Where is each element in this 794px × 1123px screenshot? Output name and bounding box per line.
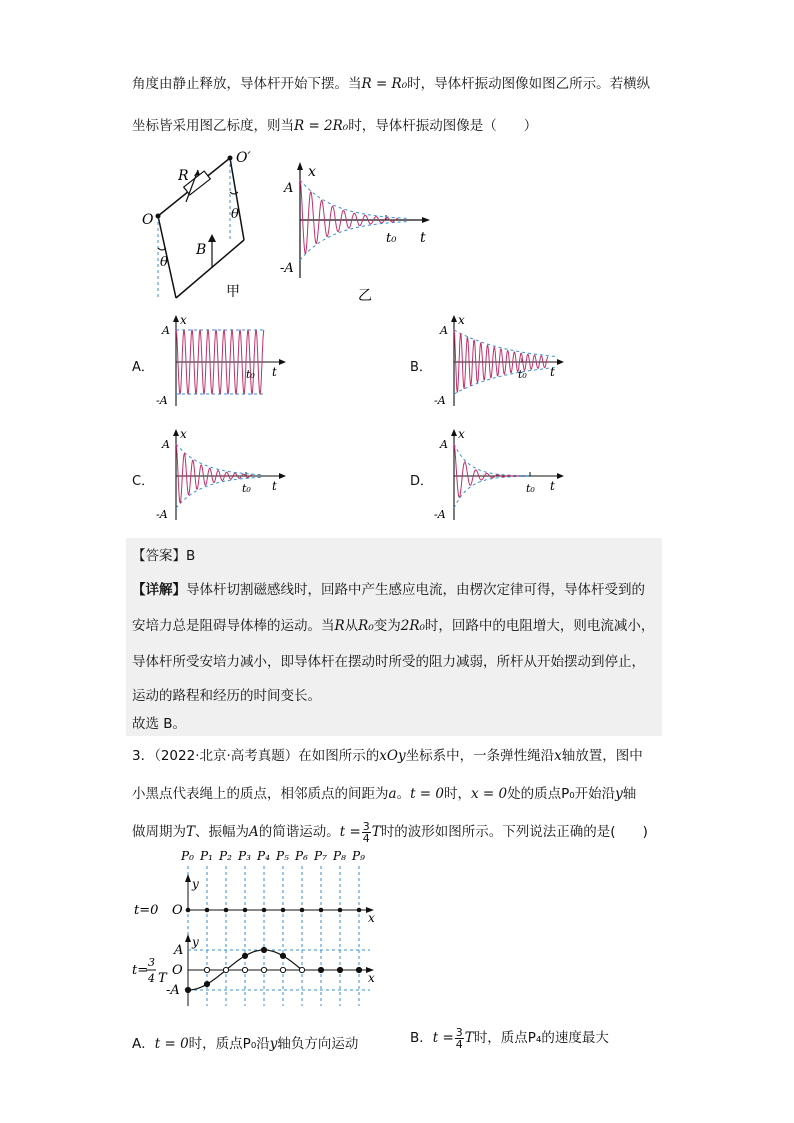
label-O-bot: O bbox=[172, 963, 183, 978]
var: T bbox=[464, 1030, 474, 1046]
var: t = bbox=[432, 1030, 454, 1046]
particle-t34 bbox=[299, 967, 304, 972]
label-y-top: y bbox=[192, 877, 199, 891]
label-A: A bbox=[162, 324, 170, 337]
num: 3 bbox=[455, 1025, 463, 1039]
text: 。 bbox=[396, 786, 411, 802]
axis-t-arrow bbox=[279, 473, 286, 479]
option-B-graph[interactable] bbox=[430, 312, 570, 412]
label-x: x bbox=[180, 313, 187, 327]
label-t: t bbox=[272, 479, 277, 493]
label-O-top: O bbox=[172, 903, 183, 918]
equilibrium-marker bbox=[261, 967, 266, 972]
label-B: B bbox=[196, 242, 207, 258]
text: 3．（2022·北京·高考真题）在如图所示的 bbox=[132, 748, 380, 764]
particle-t0 bbox=[319, 908, 324, 913]
option-D-label[interactable]: D． bbox=[410, 474, 434, 489]
text: 从 bbox=[344, 618, 359, 634]
particle-t0 bbox=[338, 908, 343, 913]
particle-t0 bbox=[186, 908, 191, 913]
label-neg-A: -A bbox=[434, 394, 446, 407]
var: x bbox=[554, 748, 562, 764]
particle-t34 bbox=[242, 953, 247, 958]
label-x: x bbox=[180, 427, 187, 441]
label-theta-2: θ bbox=[231, 207, 239, 222]
label-A: A bbox=[162, 438, 170, 451]
option-C-label[interactable]: C． bbox=[132, 474, 155, 489]
particle-t0 bbox=[357, 908, 362, 913]
var: t = 0 bbox=[410, 786, 444, 802]
option-D-graph[interactable] bbox=[430, 426, 570, 526]
label-neg-A: -A bbox=[280, 261, 294, 276]
text: 的简谐运动。 bbox=[258, 824, 340, 840]
label-x: x bbox=[308, 164, 316, 180]
label-t: t bbox=[550, 365, 555, 379]
axis-t-arrow bbox=[557, 473, 564, 479]
detail-line-1 bbox=[132, 578, 645, 598]
axis-y-arrow bbox=[451, 315, 457, 322]
vibration-curve bbox=[454, 330, 548, 392]
axis-t-arrow bbox=[279, 359, 286, 365]
intro-line-1 bbox=[132, 72, 650, 92]
var: y bbox=[269, 1036, 278, 1052]
particle-t34 bbox=[280, 953, 285, 958]
label-neg-A: -A bbox=[156, 394, 168, 407]
intro-line-2 bbox=[132, 114, 537, 134]
var: xOy bbox=[379, 748, 406, 764]
var: R bbox=[334, 618, 345, 634]
text: 时，导体杆振动图像是（ ） bbox=[348, 118, 538, 134]
axis-y-arrow bbox=[451, 429, 457, 436]
detail-label: 【详解】 bbox=[132, 582, 186, 598]
text: 轴 bbox=[622, 786, 637, 802]
letter: B． bbox=[410, 1030, 433, 1046]
q3-line-3 bbox=[132, 820, 648, 844]
point-label: P₂ bbox=[219, 849, 232, 863]
text: 安培力总是阻碍导体棒的运动。当 bbox=[132, 618, 335, 634]
label-R: R bbox=[178, 168, 189, 184]
label-t0: t₀ bbox=[242, 482, 251, 495]
particle-t34 bbox=[356, 967, 361, 972]
text: 轴负方向运动 bbox=[277, 1036, 359, 1052]
label-t0: t=0 bbox=[134, 903, 159, 918]
label-theta-1: θ bbox=[160, 255, 168, 270]
text: 处的质点P₀开始沿 bbox=[507, 786, 616, 802]
text: 时，导体杆振动图像如图乙所示。若横纵 bbox=[407, 76, 651, 92]
equation: R = 2R₀ bbox=[294, 118, 349, 134]
point-label: P₀ bbox=[181, 849, 194, 863]
label-O: O bbox=[142, 212, 154, 228]
axis-y-arrow bbox=[173, 315, 179, 322]
text: 角度由静止释放，导体杆开始下摆。当 bbox=[132, 76, 362, 92]
envelope-bottom bbox=[454, 476, 530, 508]
figure-wave bbox=[130, 846, 390, 1016]
fraction bbox=[455, 1027, 464, 1050]
point-label: P₁ bbox=[200, 849, 213, 863]
detail-line-4: 运动的路程和经历的时间变长。 bbox=[132, 688, 321, 704]
text: 时， bbox=[443, 786, 471, 802]
particle-t34 bbox=[318, 967, 323, 972]
axis-y-arrow bbox=[173, 429, 179, 436]
label-negA-wave: -A bbox=[166, 983, 180, 998]
var: x = 0 bbox=[470, 786, 508, 802]
particle-t0 bbox=[281, 908, 286, 913]
q3-option-A[interactable] bbox=[132, 1032, 358, 1052]
label-t: t bbox=[420, 230, 426, 246]
particle-t34 bbox=[185, 987, 190, 992]
text: 坐标皆采用图乙标度，则当 bbox=[132, 118, 294, 134]
point-label: P₆ bbox=[295, 849, 308, 863]
label-neg-A: -A bbox=[156, 508, 168, 521]
particle-t34 bbox=[204, 982, 209, 987]
label-neg-A: -A bbox=[434, 508, 446, 521]
point-label: P₉ bbox=[352, 849, 365, 863]
text: 、振幅为 bbox=[195, 824, 250, 840]
text: 时，回路中的电阻增大，则电流减小， bbox=[424, 618, 655, 634]
particle-t0 bbox=[300, 908, 305, 913]
vibration-curve bbox=[454, 444, 520, 497]
point-label: P₇ bbox=[314, 849, 327, 863]
detail-line-3: 导体杆所受安培力减小，即导体杆在摆动时所受的阻力减弱，所杆从开始摆动到停止， bbox=[132, 654, 645, 670]
option-B-label[interactable]: B． bbox=[410, 360, 432, 375]
particle-t0 bbox=[224, 908, 229, 913]
den: 4 bbox=[455, 1037, 463, 1051]
text: 时的波形如图所示。下列说法正确的是( ) bbox=[380, 824, 648, 840]
q3-line-1 bbox=[132, 744, 643, 764]
label-t: t bbox=[550, 479, 555, 493]
option-A-label[interactable]: A． bbox=[132, 360, 154, 375]
caption-jia: 甲 bbox=[226, 284, 240, 300]
equilibrium-marker bbox=[242, 967, 247, 972]
particle-t34 bbox=[261, 947, 266, 952]
text: 轴放置，图中 bbox=[561, 748, 643, 764]
var: a bbox=[388, 786, 397, 802]
envelope-top bbox=[176, 444, 262, 475]
text: 坐标系中，一条弹性绳沿 bbox=[405, 748, 555, 764]
den: 4 bbox=[362, 831, 370, 845]
label-t34-a: t= bbox=[132, 963, 149, 978]
answer-label: 【答案】B bbox=[132, 548, 196, 564]
var: T bbox=[186, 824, 196, 840]
label-x-top: x bbox=[368, 911, 375, 925]
envelope-top bbox=[454, 330, 558, 357]
label-t0: t₀ bbox=[526, 482, 535, 495]
text: 小黑点代表绳上的质点，相邻质点的间距为 bbox=[132, 786, 389, 802]
label-x-bot: x bbox=[368, 971, 375, 985]
label-x: x bbox=[458, 427, 465, 441]
q3-option-B[interactable] bbox=[410, 1026, 609, 1050]
detail-line-2 bbox=[132, 614, 654, 634]
point-label: P₃ bbox=[238, 849, 251, 863]
answer-box bbox=[126, 538, 662, 736]
particle-t34 bbox=[223, 967, 228, 972]
q3-line-2 bbox=[132, 782, 636, 802]
num: 3 bbox=[362, 819, 370, 833]
var: A bbox=[249, 824, 259, 840]
text: 变为 bbox=[373, 618, 401, 634]
var: y bbox=[615, 786, 623, 802]
var: t = bbox=[339, 824, 361, 840]
caption-yi: 乙 bbox=[358, 288, 372, 304]
envelope-top bbox=[454, 444, 530, 476]
label-t34-T: T bbox=[158, 971, 167, 986]
label-t0: t₀ bbox=[246, 368, 255, 381]
equilibrium-marker bbox=[204, 967, 209, 972]
text: 时，质点P₀沿 bbox=[188, 1036, 270, 1052]
particle-t34 bbox=[337, 967, 342, 972]
particle-t0 bbox=[262, 908, 267, 913]
var: T bbox=[371, 824, 381, 840]
equation: R = R₀ bbox=[361, 76, 408, 92]
label-t0: t₀ bbox=[518, 368, 527, 381]
label-y-bot: y bbox=[192, 935, 199, 949]
axis-t-arrow bbox=[557, 359, 564, 365]
text: 做周期为 bbox=[132, 824, 186, 840]
particle-t0 bbox=[205, 908, 210, 913]
point-label: P₅ bbox=[276, 849, 289, 863]
letter: A． bbox=[132, 1036, 155, 1052]
point-label: P₄ bbox=[257, 849, 270, 863]
label-t34-num: 3 bbox=[148, 956, 155, 969]
point-label: P₈ bbox=[333, 849, 346, 863]
particle-t0 bbox=[243, 908, 248, 913]
var: R₀ bbox=[358, 618, 374, 634]
label-A: A bbox=[440, 438, 448, 451]
fraction bbox=[362, 821, 371, 844]
choose-line: 故选 B。 bbox=[132, 716, 187, 732]
label-A-wave: A bbox=[174, 943, 184, 958]
var: t = 0 bbox=[154, 1036, 189, 1052]
label-t: t bbox=[272, 365, 277, 379]
label-O-prime: O′ bbox=[236, 150, 251, 166]
option-A-graph[interactable] bbox=[152, 312, 292, 412]
figure-jia bbox=[128, 148, 278, 308]
label-x: x bbox=[458, 313, 465, 327]
text: 时，质点P₄的速度最大 bbox=[473, 1030, 609, 1046]
label-A: A bbox=[284, 181, 294, 196]
equilibrium-marker bbox=[280, 967, 285, 972]
text: 导体杆切割磁感线时，回路中产生感应电流，由楞次定律可得，导体杆受到的 bbox=[186, 582, 645, 598]
var: 2R₀ bbox=[400, 618, 425, 634]
label-t0: t₀ bbox=[386, 231, 397, 246]
figure-yi bbox=[278, 158, 448, 308]
label-t34-den: 4 bbox=[148, 972, 155, 985]
label-A: A bbox=[440, 324, 448, 337]
option-C-graph[interactable] bbox=[152, 426, 292, 526]
